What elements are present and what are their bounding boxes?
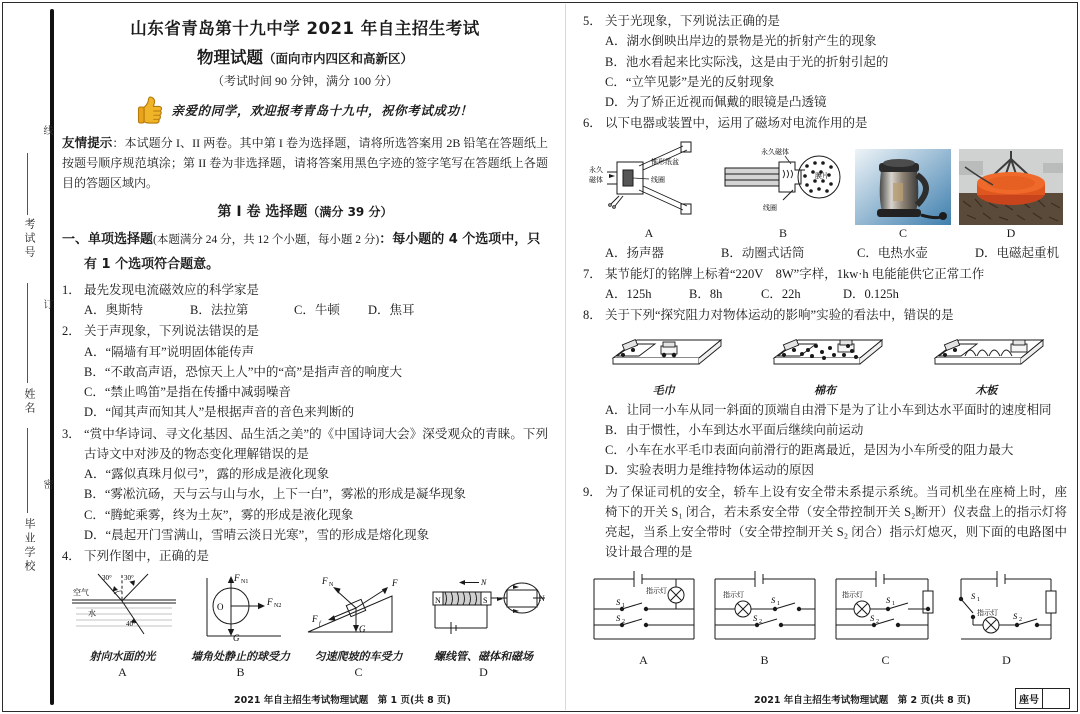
page-2-column bbox=[575, 3, 1075, 684]
question-4-figure-d bbox=[421, 570, 547, 680]
dynamic-microphone-diagram bbox=[719, 138, 847, 220]
svg-text:空气: 空气 bbox=[72, 588, 89, 598]
ramp-cotton-diagram bbox=[764, 330, 886, 376]
question-8-caption-board: 木板 bbox=[975, 384, 998, 397]
svg-text:N: N bbox=[328, 582, 333, 589]
instructions-label: 友情提示 bbox=[62, 135, 113, 150]
seat-number-field[interactable] bbox=[1043, 689, 1069, 708]
page-1-column bbox=[54, 3, 556, 684]
question-3-number: 3． bbox=[62, 426, 81, 441]
question-6-option-d: D．电磁起重机 bbox=[975, 245, 1060, 260]
question-6-options bbox=[583, 243, 1067, 263]
incline-forces-diagram bbox=[300, 570, 418, 642]
question-3-stem bbox=[62, 424, 548, 465]
svg-text:1: 1 bbox=[891, 600, 895, 607]
question-6-figure-group bbox=[583, 138, 1067, 241]
question-6-stem bbox=[583, 113, 1067, 133]
ball-forces-diagram bbox=[185, 570, 297, 642]
question-4-caption-a: 射向水面的光 bbox=[89, 651, 156, 664]
svg-text:G: G bbox=[358, 624, 365, 635]
margin-label-school: 毕业学校 bbox=[23, 518, 36, 574]
binding-margin bbox=[3, 3, 51, 711]
question-8-caption-cotton: 棉布 bbox=[813, 384, 836, 397]
margin-rule-1 bbox=[27, 153, 28, 215]
question-5-text: 关于光现象，下列说法正确的是 bbox=[605, 14, 781, 28]
svg-text:S: S bbox=[885, 594, 890, 605]
part-1-heading bbox=[62, 201, 548, 221]
question-1-option-c: C．牛顿 bbox=[294, 303, 340, 318]
margin-label-exam-id: 考试号 bbox=[23, 218, 36, 260]
question-3-option-d: D．“晨起开门雪满山，雪晴云淡日光寒”，雪的形成是熔化现象 bbox=[84, 527, 430, 542]
svg-text:f: f bbox=[318, 621, 321, 628]
svg-text:2: 2 bbox=[758, 618, 762, 625]
svg-text:S: S bbox=[615, 596, 620, 607]
question-3-option-c: C．“腾蛇乘雾，终为土灰”，雾的形成是液化现象 bbox=[84, 507, 354, 522]
svg-text:膜片: 膜片 bbox=[815, 171, 829, 180]
refraction-diagram bbox=[64, 570, 182, 642]
svg-text:指示灯: 指示灯 bbox=[722, 590, 744, 599]
svg-text:N: N bbox=[480, 578, 486, 588]
svg-text:指示灯: 指示灯 bbox=[976, 608, 998, 617]
section-1-scoring: (本题满分 24 分，共 12 个小题，每小题 2 分) bbox=[153, 234, 380, 247]
exam-duration-note: （考试时间 90 分钟，满分 100 分） bbox=[211, 74, 398, 88]
question-8-figure-group bbox=[583, 330, 1067, 398]
svg-text:N: N bbox=[538, 594, 545, 604]
question-1-option-a: A．奥斯特 bbox=[84, 303, 144, 318]
question-7-option-c: C．22h bbox=[761, 287, 801, 301]
svg-text:30°: 30° bbox=[101, 574, 112, 583]
margin-label-xian: 线 bbox=[41, 125, 52, 138]
question-5-stem bbox=[583, 11, 1067, 31]
svg-text:指示灯: 指示灯 bbox=[645, 586, 667, 595]
question-6-option-c: C．电热水壶 bbox=[857, 245, 928, 260]
question-8-option-c: C．小车在水平毛巾表面向前滑行的距离最近，是因为小车所受的阻力最大 bbox=[605, 443, 1014, 457]
question-4-stem bbox=[62, 546, 548, 566]
question-9-figure-c bbox=[830, 569, 942, 668]
question-8-figure-towel bbox=[603, 330, 725, 398]
question-4-label-b: B bbox=[236, 665, 245, 680]
question-9-figure-row bbox=[583, 569, 1067, 668]
circuit-diagram-c bbox=[830, 569, 942, 647]
svg-text:S: S bbox=[970, 590, 975, 601]
section-1-title: 一、单项选择题 bbox=[62, 232, 154, 248]
question-6-option-b: B．动圈式话筒 bbox=[721, 245, 805, 260]
section-1-heading bbox=[62, 229, 548, 251]
question-4-caption-d: 螺线管、磁体和磁场 bbox=[434, 651, 533, 664]
loudspeaker-diagram bbox=[587, 138, 711, 220]
svg-text:磁体: 磁体 bbox=[589, 175, 603, 184]
svg-text:40°: 40° bbox=[125, 620, 136, 629]
margin-rule-3 bbox=[27, 428, 28, 513]
question-9-figure-d bbox=[951, 569, 1063, 668]
svg-text:2: 2 bbox=[875, 618, 879, 625]
svg-text:S: S bbox=[482, 596, 487, 606]
question-9-label-b: B bbox=[760, 652, 769, 667]
svg-text:2: 2 bbox=[1018, 616, 1022, 623]
question-6-figure-b bbox=[719, 138, 847, 241]
svg-text:1: 1 bbox=[776, 600, 780, 607]
question-2-option-c: C．“禁止鸣笛”是指在传播中减弱噪音 bbox=[84, 385, 291, 400]
question-1-text: 最先发现电流磁效应的科学家是 bbox=[84, 282, 260, 297]
question-3-option-a: A．“露似真珠月似弓”，露的形成是液化现象 bbox=[84, 467, 330, 482]
subject-title: 物理试题 bbox=[196, 48, 263, 67]
question-1-options bbox=[62, 300, 548, 320]
question-5-option-d: D．为了矫正近视而佩戴的眼镜是凸透镜 bbox=[605, 95, 827, 109]
svg-text:N2: N2 bbox=[273, 603, 281, 610]
question-7-number: 7． bbox=[583, 266, 602, 281]
svg-text:水: 水 bbox=[87, 609, 96, 619]
instructions-body: ：本试题分 I、II 两卷。其中第 I 卷为选择题，请将所选答案用 2B 铅笔在答题纸上按题号顺序规范填涂；第 II 卷为非选择题，请将答案用黑色字迹的签字笔写在答题纸上各题目的答题区域内。 bbox=[62, 136, 548, 190]
question-1-option-d: D．焦耳 bbox=[368, 303, 415, 318]
question-6-figure-row bbox=[583, 138, 1067, 241]
question-8-text: 关于下列“探究阻力对物体运动的影响”实验的看法中，错误的是 bbox=[605, 308, 954, 323]
column-divider bbox=[565, 4, 566, 710]
question-6-option-a: A．扬声器 bbox=[605, 245, 665, 260]
question-5-option-c: C．“立竿见影”是光的反射现象 bbox=[605, 74, 775, 89]
margin-rule-2 bbox=[27, 283, 28, 383]
question-1-option-b: B．法拉第 bbox=[190, 303, 249, 318]
svg-text:1: 1 bbox=[621, 602, 625, 609]
question-7-stem bbox=[583, 264, 1067, 284]
question-5-option-b: B．池水看起来比实际浅，这是由于光的折射引起的 bbox=[605, 54, 889, 69]
svg-text:S: S bbox=[869, 612, 874, 623]
part-1-title: 第 I 卷 选择题 bbox=[217, 204, 308, 221]
question-1-number: 1． bbox=[62, 282, 81, 297]
question-6-label-b: B bbox=[778, 225, 787, 240]
question-4-figure-row bbox=[62, 570, 548, 680]
question-9-figure-b bbox=[709, 569, 821, 668]
svg-text:N: N bbox=[434, 596, 441, 606]
electric-kettle-photo bbox=[855, 149, 951, 225]
exam-title-line-1: 山东省青岛第十九中学 2021 年自主招生考试 bbox=[130, 19, 480, 38]
question-4-number: 4． bbox=[62, 549, 81, 564]
question-9-label-a: A bbox=[639, 652, 648, 667]
question-4-caption-b: 墙角处静止的球受力 bbox=[191, 651, 290, 664]
question-5-option-a: A．湖水倒映出岸边的景物是光的折射产生的现象 bbox=[605, 34, 877, 49]
svg-text:O: O bbox=[216, 602, 223, 613]
question-5-number: 5． bbox=[583, 14, 602, 28]
svg-text:线圈: 线圈 bbox=[763, 203, 777, 212]
question-8-caption-towel: 毛巾 bbox=[652, 384, 675, 397]
question-2-options bbox=[62, 342, 548, 423]
svg-text:永久磁体: 永久磁体 bbox=[761, 147, 789, 156]
question-4-label-d: D bbox=[479, 665, 488, 680]
question-8-stem bbox=[583, 305, 1067, 325]
question-8-option-a: A．让同一小车从同一斜面的顶端自由滑下是为了让小车到达水平面时的速度相同 bbox=[605, 402, 1052, 417]
question-6-label-a: A bbox=[644, 225, 654, 240]
ramp-board-diagram bbox=[925, 330, 1047, 376]
svg-text:S: S bbox=[770, 594, 775, 605]
circuit-diagram-a bbox=[588, 569, 700, 647]
question-4-label-a: A bbox=[118, 665, 127, 680]
question-4-figure-c bbox=[300, 570, 418, 680]
footer-right-page-label: 2021 年自主招生考试物理试题 第 2 页(共 8 页) bbox=[754, 695, 971, 706]
subject-scope: （面向市内四区和高新区） bbox=[262, 51, 413, 66]
svg-text:F: F bbox=[233, 573, 239, 584]
question-9-figure-group bbox=[583, 569, 1067, 668]
question-3-options bbox=[62, 464, 548, 545]
question-4-figure-a bbox=[64, 570, 182, 680]
section-1-heading-line2 bbox=[62, 254, 548, 276]
question-4-caption-c: 匀速爬坡的车受力 bbox=[314, 651, 403, 664]
question-6-figure-d bbox=[959, 149, 1063, 241]
electromagnetic-crane-photo bbox=[959, 149, 1063, 225]
question-9-label-d: D bbox=[1002, 652, 1011, 667]
question-2-option-d: D．“闻其声而知其人”是根据声音的音色来判断的 bbox=[84, 405, 355, 420]
svg-text:30°: 30° bbox=[123, 574, 134, 583]
svg-text:F: F bbox=[311, 614, 317, 625]
question-6-label-c: C bbox=[898, 225, 907, 240]
svg-text:F: F bbox=[391, 578, 397, 589]
question-7-options bbox=[583, 284, 1067, 304]
question-9-figure-a bbox=[588, 569, 700, 668]
question-6-text: 以下电器或装置中，运用了磁场对电流作用的是 bbox=[605, 116, 868, 131]
question-8-option-d: D．实验表明力是维持物体运动的原因 bbox=[605, 463, 815, 478]
margin-label-ding: 订 bbox=[41, 299, 52, 312]
question-6-figure-c bbox=[855, 149, 951, 241]
svg-text:指示灯: 指示灯 bbox=[841, 590, 863, 599]
page-footer bbox=[54, 686, 1076, 710]
question-4-text: 下列作图中，正确的是 bbox=[84, 549, 210, 564]
svg-text:永久: 永久 bbox=[589, 165, 603, 174]
svg-text:线圈: 线圈 bbox=[651, 175, 665, 184]
thumbs-up-icon bbox=[137, 95, 163, 125]
svg-text:1: 1 bbox=[976, 596, 980, 603]
question-9-number: 9． bbox=[583, 484, 602, 499]
svg-text:2: 2 bbox=[621, 618, 625, 625]
question-2-number: 2． bbox=[62, 324, 81, 339]
circuit-diagram-b bbox=[709, 569, 821, 647]
ramp-towel-diagram bbox=[603, 330, 725, 376]
question-9-label-c: C bbox=[881, 652, 890, 667]
seat-number-label: 座号 bbox=[1016, 689, 1043, 708]
question-6-figure-a bbox=[587, 138, 711, 241]
svg-text:S: S bbox=[615, 612, 620, 623]
question-6-number: 6． bbox=[583, 116, 602, 131]
question-1-stem bbox=[62, 280, 548, 300]
question-8-options bbox=[583, 400, 1067, 481]
footer-left-page-label: 2021 年自主招生考试物理试题 第 1 页(共 8 页) bbox=[234, 695, 451, 706]
question-2-stem bbox=[62, 321, 548, 341]
question-7-text: 某节能灯的铭牌上标着“220V 8W”字样，1kw·h 电能能供它正常工作 bbox=[605, 266, 985, 281]
question-8-figure-board bbox=[925, 330, 1047, 398]
question-6-label-d: D bbox=[1006, 225, 1016, 240]
question-4-label-c: C bbox=[354, 665, 363, 680]
svg-text:S: S bbox=[1012, 610, 1017, 621]
welcome-message: 亲爱的同学，欢迎报考青岛十九中，祝你考试成功！ bbox=[171, 104, 473, 118]
circuit-diagram-d bbox=[951, 569, 1063, 647]
question-7-option-d: D．0.125h bbox=[843, 287, 899, 301]
question-8-option-b: B．由于惯性，小车到达水平面后继续向前运动 bbox=[605, 422, 864, 437]
svg-text:N1: N1 bbox=[240, 579, 248, 586]
question-2-option-b: B．“不敢高声语，恐惊天上人”中的“高”是指声音的响度大 bbox=[84, 364, 403, 379]
question-2-option-a: A．“隔墙有耳”说明固体能传声 bbox=[84, 344, 255, 359]
question-5-options bbox=[583, 31, 1067, 112]
question-9-text: 为了保证司机的安全，轿车上设有安全带未系提示系统。当司机坐在座椅上时，座椅下的开关 S₁ 闭合，若未系安全带（安全带控制开关 S₂断开）仪表盘上的指示灯将亮起，当系上安全带时（安全带控制开关 S₂ 闭合）指示灯熄灭，则下面的电路图中设计最合理的是 bbox=[605, 484, 1067, 560]
svg-text:F: F bbox=[321, 576, 327, 587]
question-9-stem bbox=[583, 482, 1067, 563]
section-1-tail: ：每小题的 4 个选项中，只 bbox=[379, 232, 541, 248]
question-3-option-b: B．“雾凇沆砀，天与云与山与水，上下一白”，雾凇的形成是凝华现象 bbox=[84, 487, 466, 502]
question-4-figure-b bbox=[185, 570, 297, 680]
question-4-figure-group bbox=[62, 570, 548, 680]
question-7-option-b: B．8h bbox=[689, 287, 723, 301]
question-8-number: 8． bbox=[583, 308, 602, 323]
question-8-figure-row bbox=[583, 330, 1067, 398]
welcome-banner bbox=[62, 95, 548, 125]
solenoid-diagram bbox=[421, 570, 547, 642]
margin-label-mi: 密 bbox=[41, 479, 52, 492]
question-7-option-a: A．125h bbox=[605, 287, 652, 301]
svg-text:锥形纸盆: 锥形纸盆 bbox=[651, 157, 679, 166]
part-1-score: （满分 39 分） bbox=[307, 205, 393, 220]
section-1-heading-line2-text: 有 1 个选项符合题意。 bbox=[84, 257, 220, 273]
margin-label-name: 姓名 bbox=[23, 388, 36, 416]
exam-title-line-2 bbox=[62, 44, 548, 68]
question-3-text: “赏中华诗词、寻文化基因、品生活之美”的《中国诗词大会》深受观众的青睐。下列古诗文中对涉及的物态变化理解错误的是 bbox=[84, 426, 548, 461]
seat-number-box bbox=[1015, 688, 1070, 709]
instructions-paragraph bbox=[62, 133, 548, 193]
svg-text:S: S bbox=[752, 612, 757, 623]
question-8-figure-cotton bbox=[764, 330, 886, 398]
svg-text:G: G bbox=[232, 633, 239, 643]
svg-text:F: F bbox=[266, 597, 272, 608]
question-2-text: 关于声现象，下列说法错误的是 bbox=[84, 324, 260, 339]
